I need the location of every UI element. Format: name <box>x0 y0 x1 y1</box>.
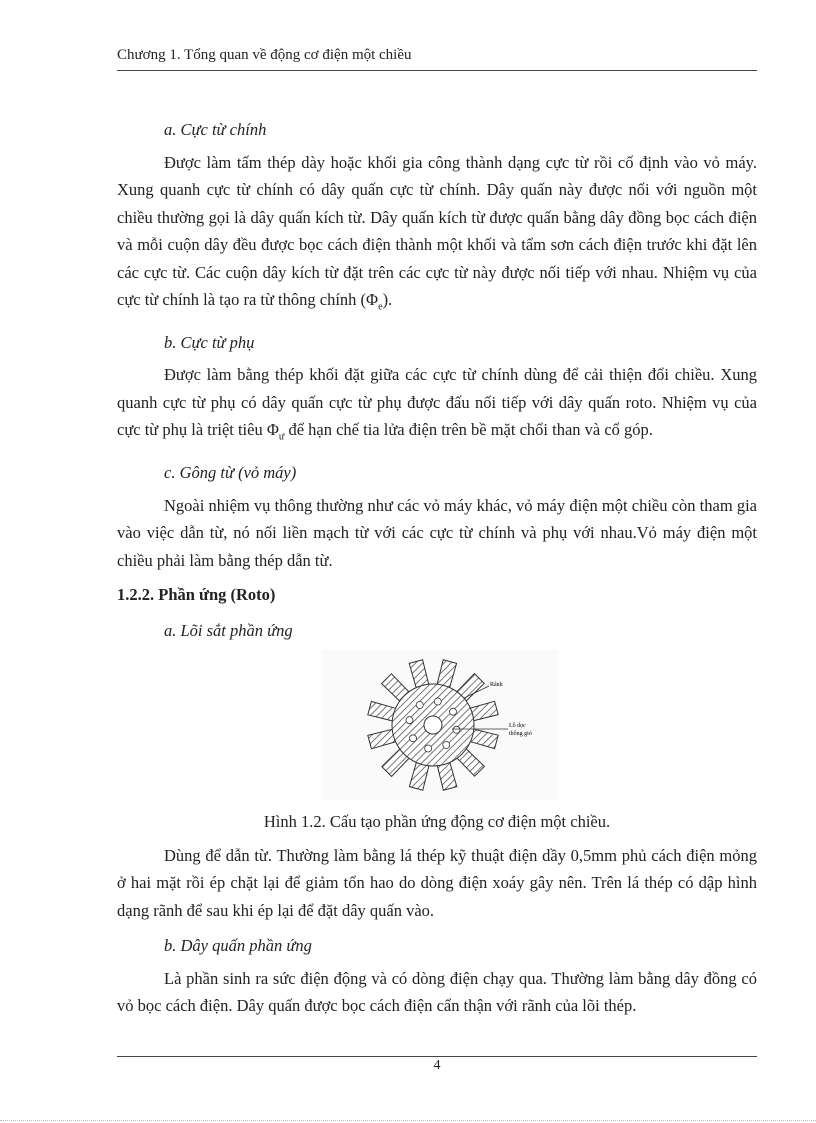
heading-yoke: c. Gông từ (vỏ máy) <box>164 463 297 483</box>
paragraph-text: Được làm bằng thép khối đặt giữa các cực từ chính dùng để cải thiện đổi chiều. Xung quanh cực từ phụ có dây quấn cực từ phụ được đấu nối tiếp với dây quấn roto. Nhiệm vụ của cực từ phụ là triệt tiêu Φ <box>117 365 757 440</box>
heading-aux-pole: b. Cực từ phụ <box>164 332 255 352</box>
heading-armature-core: a. Lõi sắt phần ứng <box>164 620 293 640</box>
ventilation-hole <box>434 698 441 705</box>
ventilation-hole <box>410 735 417 742</box>
page-header: Chương 1. Tổng quan về động cơ điện một chiều <box>117 47 412 63</box>
armature-diagram <box>322 650 558 800</box>
header-divider <box>117 70 757 71</box>
paragraph-yoke: Ngoài nhiệm vụ thông thường như các vỏ máy khác, vỏ máy điện một chiều còn tham gia vào việc dẫn từ, nó nối liền mạch từ với các cực từ chính và phụ với nhau.Vỏ máy điện một chiều phải làm bằng thép dẫn từ. <box>117 495 757 570</box>
page-number: 4 <box>433 1058 441 1073</box>
armature-figure <box>117 650 757 800</box>
heading-armature-winding: b. Dây quấn phần ứng <box>164 936 312 956</box>
page-edge <box>0 1120 816 1121</box>
paragraph-armature-winding: Là phần sinh ra sức điện động và có dòng điện chạy qua. Thường làm bằng dây đồng có vỏ bọc cách điện. Dây quấn được bọc cách điện cẩn thận với rãnh của lõi thép. <box>117 968 757 1016</box>
subscript: ư <box>278 431 285 443</box>
section-heading-armature: 1.2.2. Phần ứng (Roto) <box>117 585 276 605</box>
figure-caption: Hình 1.2. Cấu tạo phần ứng động cơ điện một chiều. <box>263 812 611 832</box>
ventilation-hole <box>425 745 432 752</box>
paragraph-tail: để hạn chế tia lửa điện trên bề mặt chổi than và cổ góp. <box>284 420 653 440</box>
ventilation-hole <box>453 726 460 733</box>
ventilation-hole <box>443 742 450 749</box>
paragraph-main-pole <box>117 149 757 321</box>
paragraph-text: Được làm tấm thép dày hoặc khối gia công thành dạng cực từ rồi cố định vào vỏ máy. Xung quanh cực từ chính có dây quấn cực từ chính. Dây quấn này được nối với nguồn một chiều thường gọi là dây quấn kích từ. Dây quấn kích từ được quấn bằng dây đồng bọc cách điện và mỗi cuộn dây đều được bọc cách điện thành một khối và tẩm sơn cách điện trước khi đặt lên các cực từ. Các cuộn dây kích từ đặt trên các cực từ này được nối tiếp với nhau. Nhiệm vụ của cực từ chính là tạo ra từ thông chính (Φ <box>117 152 757 309</box>
hole-label-2: thông gió <box>509 731 532 738</box>
paragraph-armature-core: Dùng để dẫn từ. Thường làm bằng lá thép kỹ thuật điện dầy 0,5mm phủ cách điện mỏng ở hai mặt rồi ép chặt lại để giảm tổn hao do dòng điện xoáy gây nên. Trên lá thép có dập hình dạng rãnh để sau khi ép lại để đặt dây quấn vào. <box>117 845 757 920</box>
subscript: e <box>378 301 383 313</box>
hole-label-1: Lỗ dọc <box>509 723 526 730</box>
slot-label: Rãnh <box>490 682 503 689</box>
paragraph-tail: ). <box>382 290 393 309</box>
ventilation-hole <box>406 717 413 724</box>
heading-main-pole: a. Cực từ chính <box>164 120 267 139</box>
paragraph-aux-pole <box>117 361 757 451</box>
shaft-hole <box>424 716 442 734</box>
ventilation-hole <box>416 702 423 709</box>
footer-divider <box>117 1056 757 1057</box>
ventilation-hole <box>450 708 457 715</box>
page-body <box>117 108 757 1026</box>
